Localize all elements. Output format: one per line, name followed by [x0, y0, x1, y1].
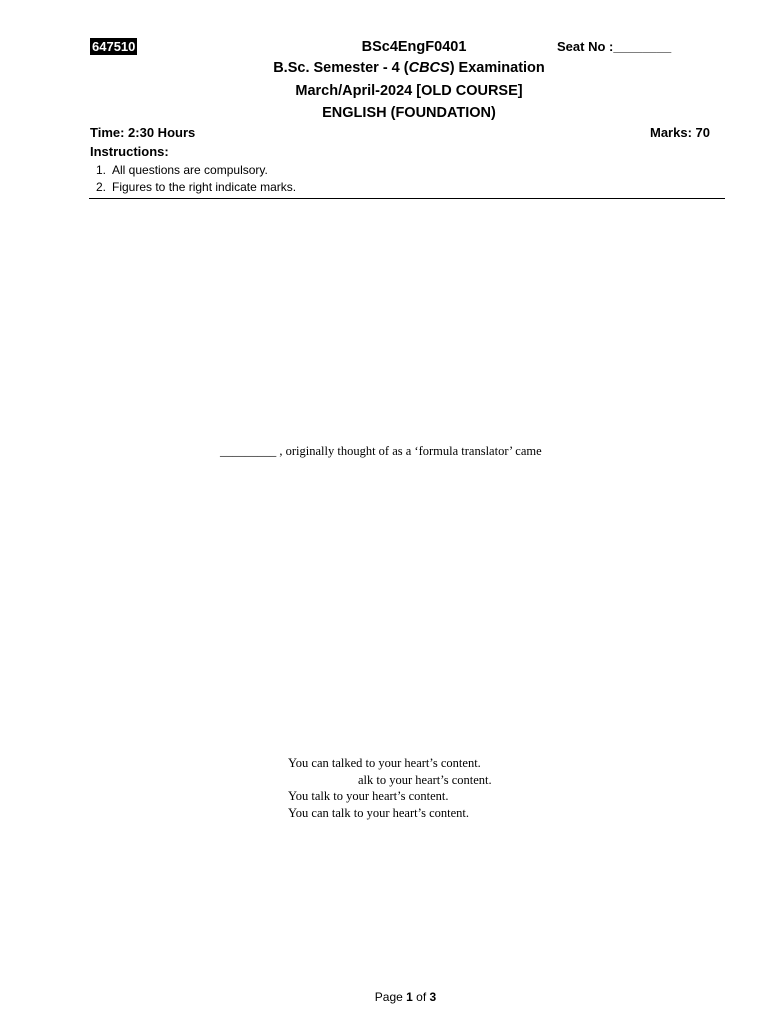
paper-code: BSc4EngF0401 [361, 39, 467, 55]
instruction-number: 2. [96, 180, 107, 194]
answer-option: You can talked to your heart’s content. [288, 756, 481, 770]
page-middle: of [412, 990, 430, 1004]
page-prefix: Page [374, 990, 407, 1004]
page-total: 3 [429, 990, 437, 1004]
exam-title [0, 59, 768, 77]
header-divider [89, 198, 725, 199]
instruction-text: All questions are compulsory. [112, 163, 268, 177]
exam-title-suffix: ) Examination [449, 60, 545, 76]
question-fragment: _________ , originally thought of as a ‘formula translator’ came [220, 444, 542, 458]
page-current: 1 [406, 990, 413, 1004]
exam-session: March/April-2024 [OLD COURSE] [295, 83, 523, 99]
answer-option: You talk to your heart’s content. [288, 789, 449, 803]
instruction-text: Figures to the right indicate marks. [112, 180, 297, 194]
instruction-number: 1. [96, 163, 107, 177]
exam-title-prefix: B.Sc. Semester - 4 ( [273, 60, 409, 76]
exam-time: Time: 2:30 Hours [90, 125, 196, 140]
instruction-item [96, 162, 296, 179]
exam-code-badge: 647510 [92, 39, 136, 54]
instruction-item [96, 179, 296, 196]
exam-title-italic: CBCS [408, 60, 450, 76]
instructions-list [96, 162, 296, 196]
answer-options [288, 755, 492, 821]
page-number [0, 990, 768, 1004]
answer-option: alk to your heart’s content. [358, 772, 492, 787]
answer-option: You can talk to your heart’s content. [288, 805, 469, 820]
instructions-title: Instructions: [90, 144, 169, 159]
seat-number-field: Seat No :________ [557, 39, 672, 54]
exam-marks: Marks: 70 [650, 125, 710, 140]
exam-subject: ENGLISH (FOUNDATION) [322, 105, 496, 121]
